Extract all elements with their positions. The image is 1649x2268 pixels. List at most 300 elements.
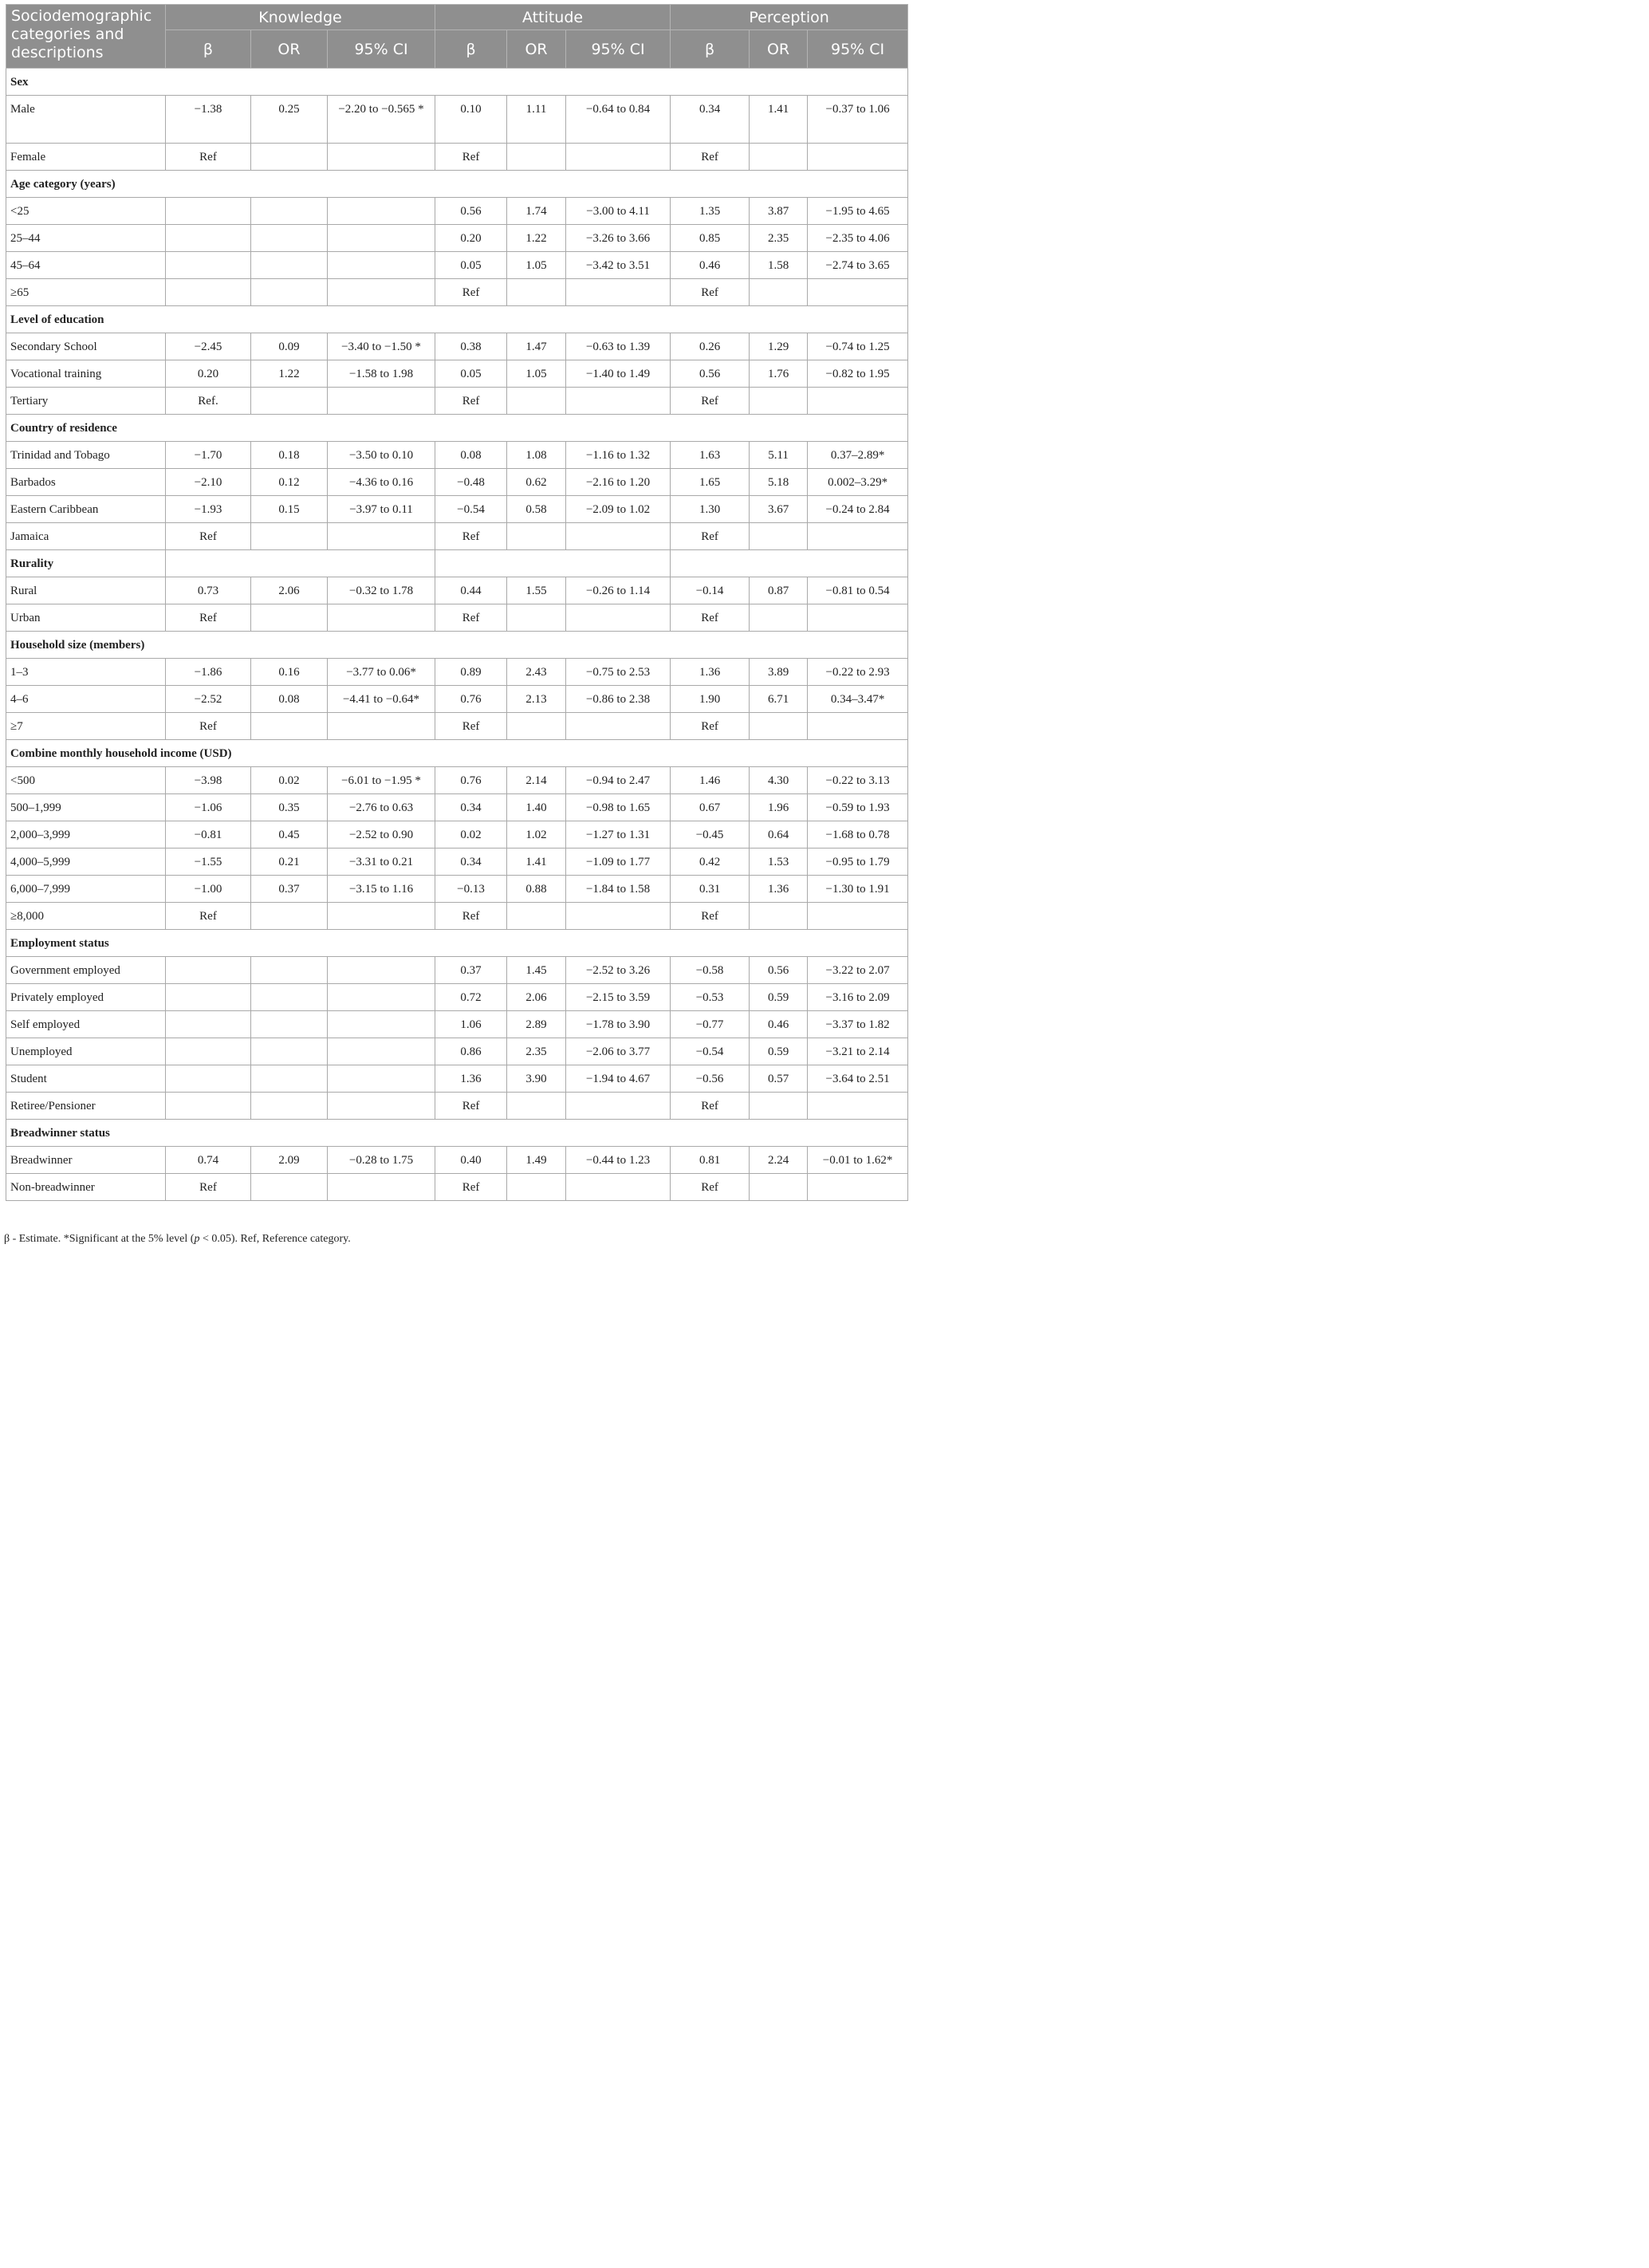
cell-knowledge-beta: −1.06 — [166, 794, 251, 821]
table-row — [6, 577, 908, 604]
cell-knowledge-or: 0.16 — [251, 659, 328, 686]
cell-attitude-or: 2.06 — [507, 984, 566, 1011]
row-label: 500–1,999 — [6, 794, 166, 821]
cell-knowledge-or — [251, 523, 328, 550]
cell-attitude-ci — [566, 144, 671, 171]
table-row — [6, 1147, 908, 1174]
cell-knowledge-beta — [166, 984, 251, 1011]
table-row — [6, 794, 908, 821]
cell-perception-beta: −0.77 — [671, 1011, 750, 1038]
cell-perception-or — [750, 903, 808, 930]
cell-perception-ci — [808, 388, 908, 415]
cell-attitude-beta: Ref — [435, 279, 507, 306]
cell-perception-or: 1.53 — [750, 849, 808, 876]
table-row — [6, 496, 908, 523]
cell-attitude-ci — [566, 523, 671, 550]
cell-attitude-beta: Ref — [435, 903, 507, 930]
cell-perception-or: 2.24 — [750, 1147, 808, 1174]
cell-knowledge-or: 0.37 — [251, 876, 328, 903]
group-header-knowledge: Knowledge — [166, 5, 435, 30]
cell-perception-beta: Ref — [671, 523, 750, 550]
cell-knowledge-or: 0.45 — [251, 821, 328, 849]
cell-perception-ci — [808, 903, 908, 930]
cell-attitude-ci: −0.44 to 1.23 — [566, 1147, 671, 1174]
table-row — [6, 469, 908, 496]
cell-knowledge-beta: 0.20 — [166, 360, 251, 388]
cell-attitude-or: 1.74 — [507, 198, 566, 225]
cell-knowledge-beta: −1.93 — [166, 496, 251, 523]
cell-knowledge-ci: −2.52 to 0.90 — [328, 821, 435, 849]
cell-perception-ci: −3.37 to 1.82 — [808, 1011, 908, 1038]
cell-attitude-ci — [566, 1093, 671, 1120]
cell-attitude-or: 1.49 — [507, 1147, 566, 1174]
row-label: Student — [6, 1065, 166, 1093]
cell-perception-beta: Ref — [671, 144, 750, 171]
table-row — [6, 686, 908, 713]
cell-knowledge-or — [251, 252, 328, 279]
table-row — [6, 849, 908, 876]
cell-perception-or: 1.96 — [750, 794, 808, 821]
cell-knowledge-beta — [166, 1065, 251, 1093]
cell-attitude-or: 2.43 — [507, 659, 566, 686]
cell-knowledge-or: 0.35 — [251, 794, 328, 821]
group-header-perception: Perception — [671, 5, 908, 30]
cell-knowledge-or — [251, 957, 328, 984]
section-header: Country of residence — [6, 415, 908, 442]
cell-perception-or: 1.36 — [750, 876, 808, 903]
table-row — [6, 360, 908, 388]
subheader-beta: β — [671, 30, 750, 69]
cell-perception-beta: Ref — [671, 903, 750, 930]
table-row — [6, 144, 908, 171]
section-header-row — [6, 306, 908, 333]
row-label: 6,000–7,999 — [6, 876, 166, 903]
cell-knowledge-or — [251, 388, 328, 415]
table-row — [6, 523, 908, 550]
cell-perception-or: 0.59 — [750, 984, 808, 1011]
cell-perception-ci: −0.37 to 1.06 — [808, 96, 908, 144]
cell-attitude-or: 2.89 — [507, 1011, 566, 1038]
cell-attitude-or — [507, 903, 566, 930]
subheader-ci: 95% CI — [328, 30, 435, 69]
cell-perception-ci: −0.22 to 3.13 — [808, 767, 908, 794]
cell-perception-beta: 0.34 — [671, 96, 750, 144]
cell-knowledge-beta: −1.70 — [166, 442, 251, 469]
category-column-header: Sociodemographic categories and descriptions — [6, 5, 166, 69]
table-row — [6, 225, 908, 252]
row-label: Self employed — [6, 1011, 166, 1038]
cell-perception-ci: 0.37–2.89* — [808, 442, 908, 469]
cell-attitude-ci: −3.00 to 4.11 — [566, 198, 671, 225]
cell-attitude-ci: −0.26 to 1.14 — [566, 577, 671, 604]
cell-attitude-ci: −2.52 to 3.26 — [566, 957, 671, 984]
cell-attitude-beta: 0.40 — [435, 1147, 507, 1174]
cell-attitude-beta: 0.02 — [435, 821, 507, 849]
cell-knowledge-ci: −3.40 to −1.50 * — [328, 333, 435, 360]
cell-attitude-ci: −0.75 to 2.53 — [566, 659, 671, 686]
cell-attitude-beta: 0.34 — [435, 794, 507, 821]
cell-knowledge-beta: Ref — [166, 144, 251, 171]
cell-attitude-ci: −0.64 to 0.84 — [566, 96, 671, 144]
cell-attitude-beta: −0.54 — [435, 496, 507, 523]
cell-perception-beta: −0.58 — [671, 957, 750, 984]
cell-perception-ci: −2.74 to 3.65 — [808, 252, 908, 279]
cell-perception-or — [750, 523, 808, 550]
cell-perception-beta: −0.14 — [671, 577, 750, 604]
cell-knowledge-or — [251, 1065, 328, 1093]
cell-perception-ci: −0.22 to 2.93 — [808, 659, 908, 686]
row-label: ≥65 — [6, 279, 166, 306]
cell-knowledge-beta — [166, 1011, 251, 1038]
cell-knowledge-beta: 0.73 — [166, 577, 251, 604]
table-row — [6, 767, 908, 794]
cell-perception-ci — [808, 713, 908, 740]
cell-knowledge-beta: Ref — [166, 523, 251, 550]
section-header-row — [6, 171, 908, 198]
cell-perception-or: 1.29 — [750, 333, 808, 360]
cell-attitude-or: 1.55 — [507, 577, 566, 604]
cell-perception-beta: 0.85 — [671, 225, 750, 252]
subheader-or: OR — [507, 30, 566, 69]
cell-perception-beta: Ref — [671, 1093, 750, 1120]
subheader-or: OR — [251, 30, 328, 69]
row-label: Tertiary — [6, 388, 166, 415]
cell-perception-beta: −0.53 — [671, 984, 750, 1011]
cell-perception-beta: 1.30 — [671, 496, 750, 523]
cell-attitude-ci: −1.84 to 1.58 — [566, 876, 671, 903]
cell-attitude-ci: −0.94 to 2.47 — [566, 767, 671, 794]
cell-attitude-beta: 0.08 — [435, 442, 507, 469]
cell-knowledge-ci: −6.01 to −1.95 * — [328, 767, 435, 794]
subheader-ci: 95% CI — [566, 30, 671, 69]
table-row — [6, 252, 908, 279]
section-header-row — [6, 740, 908, 767]
cell-attitude-or — [507, 523, 566, 550]
cell-attitude-or — [507, 604, 566, 632]
cell-knowledge-or: 2.06 — [251, 577, 328, 604]
cell-attitude-ci: −0.63 to 1.39 — [566, 333, 671, 360]
section-header-row — [6, 1120, 908, 1147]
cell-attitude-beta: −0.13 — [435, 876, 507, 903]
cell-attitude-or: 3.90 — [507, 1065, 566, 1093]
cell-knowledge-ci: −1.58 to 1.98 — [328, 360, 435, 388]
row-label: 4,000–5,999 — [6, 849, 166, 876]
cell-knowledge-ci — [328, 604, 435, 632]
cell-knowledge-or: 0.25 — [251, 96, 328, 144]
row-label: Breadwinner — [6, 1147, 166, 1174]
cell-perception-beta: 0.31 — [671, 876, 750, 903]
cell-knowledge-beta: Ref — [166, 604, 251, 632]
cell-attitude-ci: −1.09 to 1.77 — [566, 849, 671, 876]
table-row — [6, 821, 908, 849]
cell-attitude-or: 0.62 — [507, 469, 566, 496]
section-header: Breadwinner status — [6, 1120, 908, 1147]
subheader-ci: 95% CI — [808, 30, 908, 69]
cell-attitude-beta: 0.10 — [435, 96, 507, 144]
cell-knowledge-or: 0.18 — [251, 442, 328, 469]
row-label: 2,000–3,999 — [6, 821, 166, 849]
subheader-beta: β — [435, 30, 507, 69]
cell-attitude-or — [507, 1174, 566, 1201]
cell-perception-beta: −0.54 — [671, 1038, 750, 1065]
cell-attitude-ci: −2.15 to 3.59 — [566, 984, 671, 1011]
cell-perception-beta: Ref — [671, 604, 750, 632]
table-row — [6, 96, 908, 144]
cell-knowledge-or — [251, 713, 328, 740]
cell-knowledge-or: 1.22 — [251, 360, 328, 388]
row-label: Female — [6, 144, 166, 171]
cell-perception-ci: −1.30 to 1.91 — [808, 876, 908, 903]
cell-perception-ci — [808, 279, 908, 306]
cell-attitude-beta: 0.05 — [435, 252, 507, 279]
cell-perception-beta: 0.42 — [671, 849, 750, 876]
cell-perception-or — [750, 144, 808, 171]
cell-attitude-beta: 0.20 — [435, 225, 507, 252]
table-row — [6, 659, 908, 686]
cell-attitude-or: 2.13 — [507, 686, 566, 713]
cell-perception-or — [750, 604, 808, 632]
cell-attitude-beta: 0.76 — [435, 767, 507, 794]
row-label: Male — [6, 96, 166, 144]
cell-knowledge-beta: Ref — [166, 1174, 251, 1201]
cell-perception-ci: −1.68 to 0.78 — [808, 821, 908, 849]
row-label: 45–64 — [6, 252, 166, 279]
cell-knowledge-ci: −4.41 to −0.64* — [328, 686, 435, 713]
cell-perception-or: 4.30 — [750, 767, 808, 794]
cell-knowledge-ci: −3.31 to 0.21 — [328, 849, 435, 876]
section-header-row — [6, 415, 908, 442]
cell-perception-ci: −0.59 to 1.93 — [808, 794, 908, 821]
cell-perception-ci: −0.82 to 1.95 — [808, 360, 908, 388]
cell-perception-beta: Ref — [671, 1174, 750, 1201]
cell-attitude-beta: 0.56 — [435, 198, 507, 225]
cell-knowledge-beta — [166, 279, 251, 306]
cell-knowledge-or — [251, 1174, 328, 1201]
cell-knowledge-beta — [166, 1038, 251, 1065]
cell-knowledge-ci: −2.76 to 0.63 — [328, 794, 435, 821]
cell-attitude-ci: −1.94 to 4.67 — [566, 1065, 671, 1093]
cell-knowledge-beta: −0.81 — [166, 821, 251, 849]
cell-attitude-ci — [566, 903, 671, 930]
footnote-p-symbol: p — [194, 1233, 200, 1245]
section-header: Age category (years) — [6, 171, 908, 198]
cell-knowledge-or — [251, 144, 328, 171]
cell-knowledge-beta — [166, 252, 251, 279]
cell-attitude-beta: 1.06 — [435, 1011, 507, 1038]
cell-attitude-ci: −1.40 to 1.49 — [566, 360, 671, 388]
cell-knowledge-beta: 0.74 — [166, 1147, 251, 1174]
cell-attitude-beta: −0.48 — [435, 469, 507, 496]
empty-cell — [166, 550, 435, 577]
table-row — [6, 1093, 908, 1120]
cell-attitude-beta: Ref — [435, 388, 507, 415]
cell-knowledge-beta: Ref — [166, 903, 251, 930]
row-label: Government employed — [6, 957, 166, 984]
cell-perception-beta: Ref — [671, 713, 750, 740]
cell-knowledge-or: 0.12 — [251, 469, 328, 496]
table-row — [6, 876, 908, 903]
cell-attitude-or: 1.05 — [507, 360, 566, 388]
cell-perception-beta: 1.63 — [671, 442, 750, 469]
cell-perception-or: 1.41 — [750, 96, 808, 144]
cell-perception-beta: 0.67 — [671, 794, 750, 821]
cell-knowledge-ci: −3.15 to 1.16 — [328, 876, 435, 903]
empty-cell — [671, 550, 908, 577]
cell-perception-ci — [808, 604, 908, 632]
cell-perception-ci: −1.95 to 4.65 — [808, 198, 908, 225]
cell-perception-or: 2.35 — [750, 225, 808, 252]
cell-attitude-ci: −2.06 to 3.77 — [566, 1038, 671, 1065]
cell-perception-or: 0.56 — [750, 957, 808, 984]
cell-knowledge-ci: −3.77 to 0.06* — [328, 659, 435, 686]
section-header-row — [6, 550, 908, 577]
row-label: Jamaica — [6, 523, 166, 550]
cell-knowledge-ci — [328, 388, 435, 415]
row-label: Trinidad and Tobago — [6, 442, 166, 469]
cell-perception-ci: −0.01 to 1.62* — [808, 1147, 908, 1174]
cell-attitude-ci: −1.16 to 1.32 — [566, 442, 671, 469]
cell-knowledge-ci — [328, 713, 435, 740]
table-row — [6, 442, 908, 469]
cell-knowledge-ci — [328, 903, 435, 930]
cell-attitude-or: 2.35 — [507, 1038, 566, 1065]
cell-knowledge-beta: −1.00 — [166, 876, 251, 903]
footnote-text: < 0.05). Ref, Reference category. — [199, 1233, 351, 1245]
cell-attitude-beta: Ref — [435, 1093, 507, 1120]
cell-attitude-or: 1.08 — [507, 442, 566, 469]
cell-knowledge-or — [251, 984, 328, 1011]
cell-attitude-beta: 0.37 — [435, 957, 507, 984]
row-label: 1–3 — [6, 659, 166, 686]
cell-knowledge-beta: −1.55 — [166, 849, 251, 876]
cell-attitude-or: 1.02 — [507, 821, 566, 849]
cell-perception-ci: −0.95 to 1.79 — [808, 849, 908, 876]
cell-attitude-beta: Ref — [435, 144, 507, 171]
cell-attitude-or — [507, 713, 566, 740]
cell-knowledge-beta — [166, 957, 251, 984]
cell-perception-ci — [808, 523, 908, 550]
cell-knowledge-ci — [328, 252, 435, 279]
table-body — [6, 69, 908, 1201]
cell-perception-or: 6.71 — [750, 686, 808, 713]
row-label: ≥8,000 — [6, 903, 166, 930]
cell-attitude-ci: −1.78 to 3.90 — [566, 1011, 671, 1038]
section-header-row — [6, 69, 908, 96]
cell-attitude-beta: 0.72 — [435, 984, 507, 1011]
row-label: <500 — [6, 767, 166, 794]
cell-knowledge-or — [251, 1093, 328, 1120]
cell-knowledge-or — [251, 279, 328, 306]
cell-perception-beta: 1.46 — [671, 767, 750, 794]
cell-knowledge-beta: −2.45 — [166, 333, 251, 360]
section-header-row — [6, 632, 908, 659]
cell-perception-beta: −0.45 — [671, 821, 750, 849]
row-label: Vocational training — [6, 360, 166, 388]
cell-perception-ci: −3.21 to 2.14 — [808, 1038, 908, 1065]
cell-perception-beta: 0.46 — [671, 252, 750, 279]
cell-attitude-ci: −3.26 to 3.66 — [566, 225, 671, 252]
cell-knowledge-ci — [328, 1038, 435, 1065]
cell-perception-or — [750, 1174, 808, 1201]
cell-attitude-or: 2.14 — [507, 767, 566, 794]
cell-attitude-or: 1.45 — [507, 957, 566, 984]
row-label: ≥7 — [6, 713, 166, 740]
row-label: Urban — [6, 604, 166, 632]
cell-perception-or: 5.18 — [750, 469, 808, 496]
cell-attitude-ci — [566, 279, 671, 306]
cell-attitude-beta: 0.76 — [435, 686, 507, 713]
cell-perception-ci: −0.74 to 1.25 — [808, 333, 908, 360]
cell-attitude-ci — [566, 713, 671, 740]
cell-knowledge-beta: Ref — [166, 713, 251, 740]
cell-perception-beta: 0.26 — [671, 333, 750, 360]
table-row — [6, 1011, 908, 1038]
cell-attitude-beta: Ref — [435, 523, 507, 550]
row-label: 4–6 — [6, 686, 166, 713]
section-header: Sex — [6, 69, 908, 96]
cell-attitude-beta: 0.89 — [435, 659, 507, 686]
cell-perception-beta: 1.90 — [671, 686, 750, 713]
cell-perception-or — [750, 713, 808, 740]
cell-attitude-or — [507, 279, 566, 306]
cell-knowledge-ci — [328, 1065, 435, 1093]
cell-perception-beta: 0.56 — [671, 360, 750, 388]
cell-attitude-beta: 0.38 — [435, 333, 507, 360]
section-header: Household size (members) — [6, 632, 908, 659]
cell-knowledge-or: 0.08 — [251, 686, 328, 713]
cell-knowledge-or: 0.15 — [251, 496, 328, 523]
cell-perception-ci: −0.81 to 0.54 — [808, 577, 908, 604]
cell-knowledge-ci: −0.28 to 1.75 — [328, 1147, 435, 1174]
table-footnote — [4, 1233, 351, 1246]
footnote-text: β - Estimate. *Significant at the 5% level ( — [4, 1233, 195, 1245]
cell-perception-beta: Ref — [671, 388, 750, 415]
cell-perception-ci: −0.24 to 2.84 — [808, 496, 908, 523]
cell-knowledge-or — [251, 198, 328, 225]
cell-attitude-beta: 0.34 — [435, 849, 507, 876]
table-container — [6, 4, 907, 1201]
cell-attitude-beta: 0.44 — [435, 577, 507, 604]
table-row — [6, 1174, 908, 1201]
cell-perception-ci: −3.16 to 2.09 — [808, 984, 908, 1011]
row-label: Barbados — [6, 469, 166, 496]
cell-attitude-beta: Ref — [435, 604, 507, 632]
cell-attitude-ci: −1.27 to 1.31 — [566, 821, 671, 849]
cell-perception-or: 1.58 — [750, 252, 808, 279]
cell-knowledge-beta — [166, 198, 251, 225]
cell-knowledge-ci — [328, 279, 435, 306]
cell-attitude-ci — [566, 1174, 671, 1201]
cell-attitude-beta: 0.86 — [435, 1038, 507, 1065]
cell-knowledge-ci: −2.20 to −0.565 * — [328, 96, 435, 144]
row-label: Retiree/Pensioner — [6, 1093, 166, 1120]
table-row — [6, 957, 908, 984]
cell-perception-ci — [808, 1093, 908, 1120]
table-row — [6, 903, 908, 930]
cell-knowledge-beta — [166, 225, 251, 252]
table-row — [6, 1038, 908, 1065]
cell-attitude-or: 1.05 — [507, 252, 566, 279]
cell-knowledge-beta: −2.52 — [166, 686, 251, 713]
cell-perception-beta: −0.56 — [671, 1065, 750, 1093]
cell-attitude-or: 0.58 — [507, 496, 566, 523]
section-header: Combine monthly household income (USD) — [6, 740, 908, 767]
row-label: Rural — [6, 577, 166, 604]
cell-knowledge-or — [251, 604, 328, 632]
row-label: 25–44 — [6, 225, 166, 252]
row-label: Non-breadwinner — [6, 1174, 166, 1201]
cell-perception-or: 0.57 — [750, 1065, 808, 1093]
